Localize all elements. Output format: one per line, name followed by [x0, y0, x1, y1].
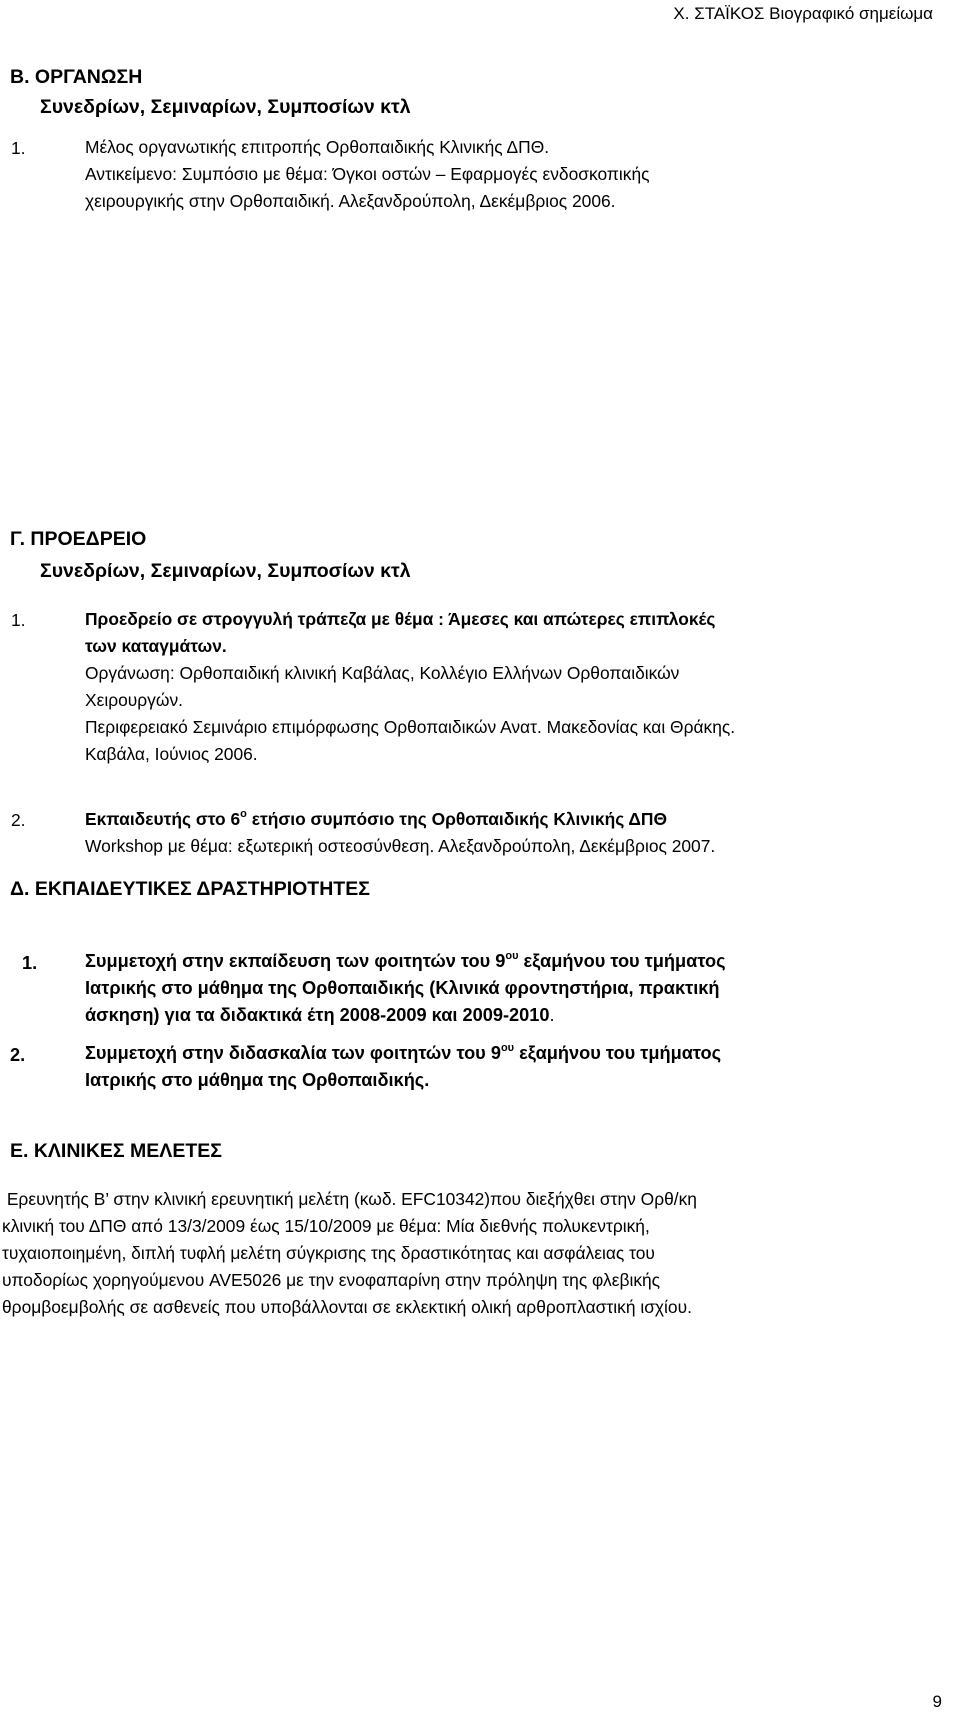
section-b-item-1-line2: Αντικείμενο: Συμπόσιο με θέμα: Όγκοι οστών – Εφαρμογές ενδοσκοπικής — [85, 164, 650, 184]
section-d-item-2-line1-pre: Συμμετοχή στην διδασκαλία των φοιτητών του 9 — [85, 1043, 501, 1063]
section-d-item-1-line3-text: άσκηση) για τα διδακτικά έτη 2008-2009 και 2009-2010 — [85, 1005, 550, 1025]
section-b-item-1-number: 1. — [11, 138, 26, 158]
section-d-item-1 — [85, 948, 726, 1029]
section-e-line2: κλινική του ΔΠΘ από 13/3/2009 έως 15/10/2009 με θέμα: Μία διεθνής πολυκεντρική, — [2, 1216, 650, 1236]
section-c-item-1-line4: Χειρουργών. — [85, 690, 183, 710]
section-e-line1: Ερευνητής Β’ στην κλινική ερευνητική μελέτη (κωδ. EFC10342)που διεξήχθει στην Ορθ/κη — [2, 1189, 697, 1209]
section-c-item-1-title-line2: των καταγμάτων. — [85, 636, 227, 656]
section-b-subtitle: Συνεδρίων, Σεμιναρίων, Συμποσίων κτλ — [40, 96, 411, 118]
section-c-subtitle: Συνεδρίων, Σεμιναρίων, Συμποσίων κτλ — [40, 560, 411, 582]
section-c-item-2-line2: Workshop με θέμα: εξωτερική οστεοσύνθεση. Αλεξανδρούπολη, Δεκέμβριος 2007. — [85, 836, 716, 856]
section-d-item-1-number: 1. — [22, 953, 38, 973]
section-d-item-1-line1-sup: ου — [505, 950, 519, 962]
section-d-item-2 — [85, 1040, 721, 1094]
section-c-item-2-number: 2. — [11, 810, 26, 830]
section-d-item-1-line3-end: . — [549, 1005, 555, 1025]
section-c-item-2-title — [85, 806, 715, 833]
section-c-item-2 — [85, 806, 715, 860]
section-c-item-1-line5: Περιφερειακό Σεμινάριο επιμόρφωσης Ορθοπαιδικών Ανατ. Μακεδονίας και Θράκης. — [85, 717, 736, 737]
section-d-item-1-line1 — [85, 948, 726, 975]
section-e-paragraph — [2, 1186, 697, 1321]
section-c-title: Γ. ΠΡΟΕΔΡΕΙΟ — [10, 528, 147, 550]
section-d-item-2-line2: Ιατρικής στο μάθημα της Ορθοπαιδικής. — [85, 1070, 430, 1090]
section-d-item-2-line1-sup: ου — [500, 1042, 515, 1054]
section-d-item-2-number: 2. — [10, 1045, 26, 1065]
section-d-item-1-line3 — [85, 1002, 726, 1029]
section-d-item-1-line2: Ιατρικής στο μάθημα της Ορθοπαιδικής (Κλινικά φροντηστήρια, πρακτική — [85, 978, 720, 998]
section-b-item-1-line3: χειρουργικής στην Ορθοπαιδική. Αλεξανδρούπολη, Δεκέμβριος 2006. — [85, 191, 616, 211]
section-d-item-2-line1-post: εξαμήνου του τμήματος — [514, 1043, 722, 1063]
running-header: Χ. ΣΤΑΪΚΟΣ Βιογραφικό σημείωμα — [673, 4, 933, 23]
section-c-item-2-title-post: ετήσιο συμπόσιο της Ορθοπαιδικής Κλινικής ΔΠΘ — [246, 809, 668, 829]
section-d-title: Δ. ΕΚΠΑΙΔΕΥΤΙΚΕΣ ΔΡΑΣΤΗΡΙΟΤΗΤΕΣ — [10, 878, 370, 900]
section-b-item-1 — [85, 134, 650, 215]
section-c-item-2-title-sup: ο — [240, 808, 247, 820]
section-e-title: Ε. ΚΛΙΝΙΚΕΣ ΜΕΛΕΤΕΣ — [10, 1140, 222, 1162]
section-d-item-1-line1-pre: Συμμετοχή στην εκπαίδευση των φοιτητών του 9 — [85, 951, 506, 971]
section-e-line3: τυχαιοποιημένη, διπλή τυφλή μελέτη σύγκρισης της δραστικότητας και ασφάλειας του — [2, 1243, 655, 1263]
section-c-item-1-title-line1: Προεδρείο σε στρογγυλή τράπεζα με θέμα : Άμεσες και απώτερες επιπλοκές — [85, 609, 716, 629]
section-c-item-1-number: 1. — [11, 610, 26, 630]
section-c-item-1 — [85, 606, 735, 768]
section-c-item-1-line3: Οργάνωση: Ορθοπαιδική κλινική Καβάλας, Κολλέγιο Ελλήνων Ορθοπαιδικών — [85, 663, 680, 683]
page-number: 9 — [932, 1692, 942, 1711]
section-e-line4: υποδορίως χορηγούμενου AVE5026 με την ενοφαπαρίνη στην πρόληψη της φλεβικής — [2, 1270, 661, 1290]
section-c-item-1-line6: Καβάλα, Ιούνιος 2006. — [85, 744, 258, 764]
section-c-item-2-title-pre: Εκπαιδευτής στο 6 — [85, 809, 241, 829]
section-d-item-2-line1 — [85, 1040, 721, 1067]
section-b-item-1-line1: Μέλος οργανωτικής επιτροπής Ορθοπαιδικής Κλινικής ΔΠΘ. — [85, 137, 550, 157]
section-b-title: Β. ΟΡΓΑΝΩΣΗ — [10, 66, 143, 88]
section-d-item-1-line1-post: εξαμήνου του τμήματος — [518, 951, 726, 971]
section-e-line5: θρομβοεμβολής σε ασθενείς που υποβάλλονται σε εκλεκτική ολική αρθροπλαστική ισχίου. — [2, 1297, 692, 1317]
